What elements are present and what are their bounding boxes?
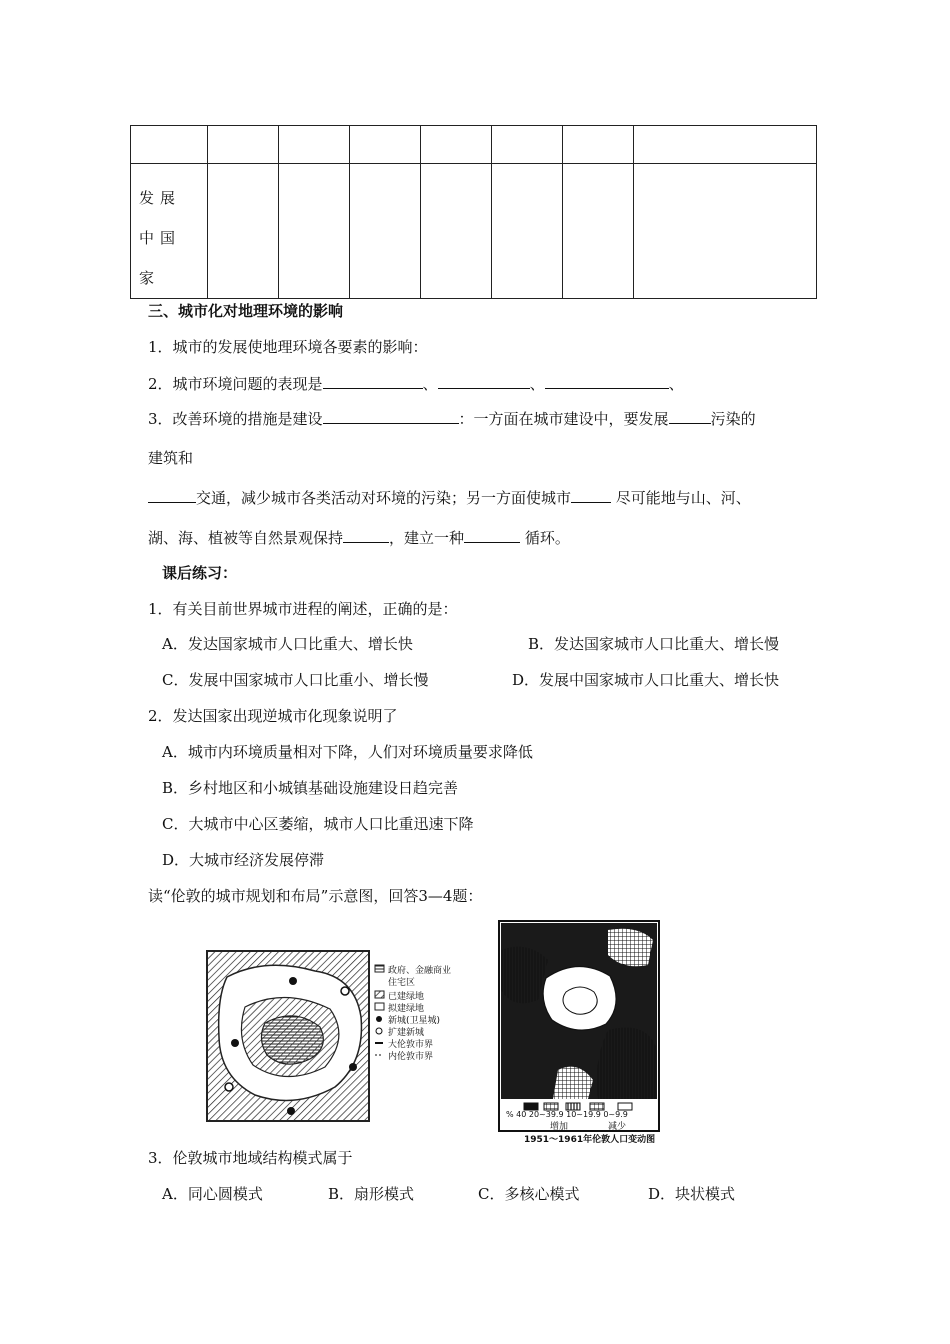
q1-option-d[interactable]: D．发展中国家城市人口比重大、增长快 [512,671,780,689]
blank[interactable] [464,526,520,543]
new-town-marker [289,977,297,985]
inner-london [261,1016,323,1064]
item-3-text: 污染的 [710,410,756,428]
table-cell [350,164,421,299]
blank[interactable] [545,372,669,389]
blank[interactable] [148,486,196,503]
q2-option-c[interactable]: C．大城市中心区萎缩，城市人口比重迅速下降 [162,815,474,833]
london-population-map [498,920,660,1145]
blank[interactable] [571,486,611,503]
population-band [597,1028,657,1100]
legend-swatch [524,1103,538,1110]
legend-swatch [376,1028,382,1034]
legend-swatch [375,965,384,972]
population-decrease-area [543,966,616,1030]
blank[interactable] [343,526,389,543]
legend-label: 政府、金融商业 [388,966,452,976]
legend-label: 内伦敦市界 [388,1052,434,1062]
legend-swatch [544,1103,558,1110]
q1-option-a[interactable]: A．发达国家城市人口比重大、增长快 [162,635,413,653]
population-caption: 1951～1961年伦敦人口变动图 [524,1135,656,1145]
legend-label: 扩建新城 [388,1028,425,1038]
legend-swatch [590,1103,604,1110]
table-cell [492,164,563,299]
q1-option-b[interactable]: B．发达国家城市人口比重大、增长慢 [528,635,780,653]
item-3 [148,407,756,429]
london-planning-map [205,947,467,1125]
q2-option-a[interactable]: A．城市内环境质量相对下降，人们对环境质量要求降低 [162,743,533,761]
legend-swatch [376,1016,382,1022]
blank[interactable] [438,372,530,389]
item-3-text: 尽可能地与山、河、 [615,489,751,507]
legend-label: 已建绿地 [388,992,425,1002]
table-cell [279,126,350,164]
table-cell [492,126,563,164]
q3-option-d[interactable]: D．块状模式 [648,1185,736,1203]
comparison-table [130,125,817,299]
table-row [131,126,817,164]
item-1: 1．城市的发展使地理环境各要素的影响： [148,338,428,356]
question-1: 1．有关目前世界城市进程的阐述，正确的是： [148,600,458,618]
table-cell [131,126,208,164]
legend-label: 住宅区 [388,978,416,988]
separator: 、 [668,375,684,393]
table-cell [279,164,350,299]
population-svg [498,920,660,1132]
q2-option-b[interactable]: B．乡村地区和小城镇基础设施建设日趋完善 [162,779,459,797]
table-cell [563,164,634,299]
q3-option-a[interactable]: A．同心圆模式 [162,1185,263,1203]
item-3-text: 循环。 [524,529,570,547]
item-2-text: 2．城市环境问题的表现是 [148,375,323,393]
item-3-line2 [148,486,751,508]
legend-swatch [375,991,384,998]
q1-option-c[interactable]: C．发展中国家城市人口比重小、增长慢 [162,671,429,689]
q3-option-c[interactable]: C．多核心模式 [478,1185,580,1203]
blank[interactable] [669,407,711,424]
row-label-developing: 发展中国家 [139,189,182,287]
table-row [131,164,817,299]
expanded-town-marker [225,1083,233,1091]
item-3-cont: 建筑和 [148,449,194,467]
new-town-marker [287,1107,295,1115]
separator: 、 [422,375,438,393]
legend-swatch [375,1003,384,1010]
item-3-line3 [148,526,570,548]
new-town-marker [349,1063,357,1071]
table-cell [563,126,634,164]
blank[interactable] [323,407,459,424]
q2-option-d[interactable]: D．大城市经济发展停滞 [162,851,325,869]
table-cell [421,126,492,164]
legend-swatch [618,1103,632,1110]
legend-label: 新城(卫星城) [388,1016,441,1026]
table-cell [634,126,817,164]
section-heading: 三、城市化对地理环境的影响 [148,302,344,320]
decrease-label: 减少 [608,1122,627,1132]
item-2 [148,372,684,394]
table-cell [131,164,208,299]
item-3-text: 3．改善环境的措施是建设 [148,410,323,428]
legend-swatch [566,1103,580,1110]
exercise-heading: 课后练习： [162,564,238,582]
legend-label: 拟建绿地 [388,1004,425,1014]
question-2: 2．发达国家出现逆城市化现象说明了 [148,707,398,725]
question-3: 3．伦敦城市地域结构模式属于 [148,1149,353,1167]
reading-prompt: 读“伦敦的城市规划和布局”示意图，回答3—4题： [148,887,483,905]
table-cell [208,164,279,299]
increase-label: 增加 [550,1122,569,1132]
separator: 、 [529,375,545,393]
item-3-text: 湖、海、植被等自然景观保持 [148,529,344,547]
legend-label: 大伦敦市界 [388,1040,434,1050]
population-legend-values: % 40 20~39.9 10~19.9 0~9.9 [506,1110,628,1119]
blank[interactable] [323,372,423,389]
table-cell [350,126,421,164]
table-cell [634,164,817,299]
item-3-text: 交通，减少城市各类活动对环境的污染；另一方面使城市 [196,489,572,507]
q3-option-b[interactable]: B．扇形模式 [328,1185,415,1203]
item-3-text: ，建立一种 [389,529,465,547]
table-cell [421,164,492,299]
new-town-marker [231,1039,239,1047]
item-3-text: ：一方面在城市建设中，要发展 [458,410,669,428]
expanded-town-marker [341,987,349,995]
table-cell [208,126,279,164]
